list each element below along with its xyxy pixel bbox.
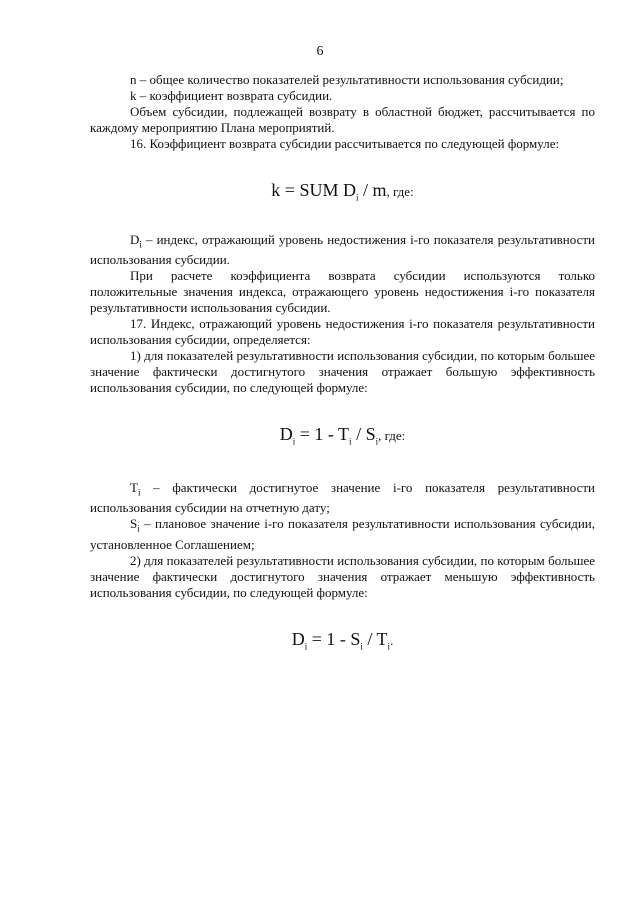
di-symbol: D: [130, 231, 140, 247]
paragraph-n-definition: n – общее количество показателей результативности использования субсидии;: [130, 72, 564, 87]
formula2-b: = 1 - T: [295, 424, 350, 445]
paragraph-di-definition: [90, 232, 595, 269]
paragraph-ti-definition: [90, 480, 595, 517]
formula2-c-sub: i: [375, 436, 379, 447]
document-body: [90, 72, 595, 659]
formula3-b: = 1 - S: [307, 628, 361, 649]
formula-index-case-1: [90, 422, 595, 454]
formula2-b-sub: i: [349, 436, 352, 447]
formula1-after: / m: [358, 180, 387, 200]
formula1-tail: , где:: [386, 184, 414, 199]
formula2-a: D: [279, 424, 293, 445]
formula-index-case-2: [90, 627, 595, 659]
di-text: – индекс, отражающий уровень недостижения i-го показателя результативности использования субсидии.: [90, 231, 595, 268]
formula-return-coefficient: [90, 178, 595, 210]
formula2-tail: , где:: [378, 428, 406, 444]
ti-symbol: T: [130, 479, 138, 495]
paragraph-case-2: 2) для показателей результативности использования субсидии, по которым большее значение фактически достигнутого значения отражает меньшую эффективность использования субсидии, по следующей формуле:: [90, 552, 595, 600]
formula1-sub: i: [355, 192, 359, 203]
formula1-main: k = SUM D: [271, 180, 356, 200]
formula3-b-sub: i: [360, 641, 363, 652]
paragraph-case-1: 1) для показателей результативности использования субсидии, по которым большее значение фактически достигнутого значения отражает большую эффективность использования субсидии, по следующей формуле:: [90, 348, 595, 396]
formula3-c: / T: [362, 628, 388, 649]
formula3-a-sub: i: [304, 641, 308, 652]
si-symbol: S: [130, 516, 138, 532]
page-number: 6: [316, 44, 324, 59]
ti-text: – фактически достигнутое значение i-го показателя результативности использования субсидии на отчетную дату;: [90, 479, 595, 516]
si-text: – плановое значение i-го показателя результативности использования субсидии, установленное Соглашением;: [90, 516, 595, 552]
paragraph-clause-17: 17. Индекс, отражающий уровень недостижения i-го показателя результативности использования субсидии, определяется:: [90, 316, 595, 348]
ti-sub: i: [137, 487, 141, 498]
formula3-c-sub: i: [387, 641, 391, 652]
formula2-a-sub: i: [292, 436, 296, 447]
paragraph-si-definition: [90, 516, 595, 553]
paragraph-subsidy-volume: Объем субсидии, подлежащей возврату в областной бюджет, рассчитывается по каждому мероприятию Плана мероприятий.: [90, 104, 595, 135]
di-sub: i: [139, 239, 142, 250]
formula2-c: / S: [351, 424, 376, 445]
formula3-tail: .: [390, 632, 394, 648]
paragraph-clause-16: 16. Коэффициент возврата субсидии рассчитывается по следующей формуле:: [130, 136, 560, 151]
paragraph-k-definition: k – коэффициент возврата субсидии.: [130, 88, 333, 103]
paragraph-positive-values: При расчете коэффициента возврата субсидии используются только положительные значения индекса, отражающего уровень недостижения i-го показателя результативности использования субсидии.: [90, 268, 595, 316]
formula3-a: D: [291, 628, 305, 649]
si-sub: i: [137, 523, 140, 534]
